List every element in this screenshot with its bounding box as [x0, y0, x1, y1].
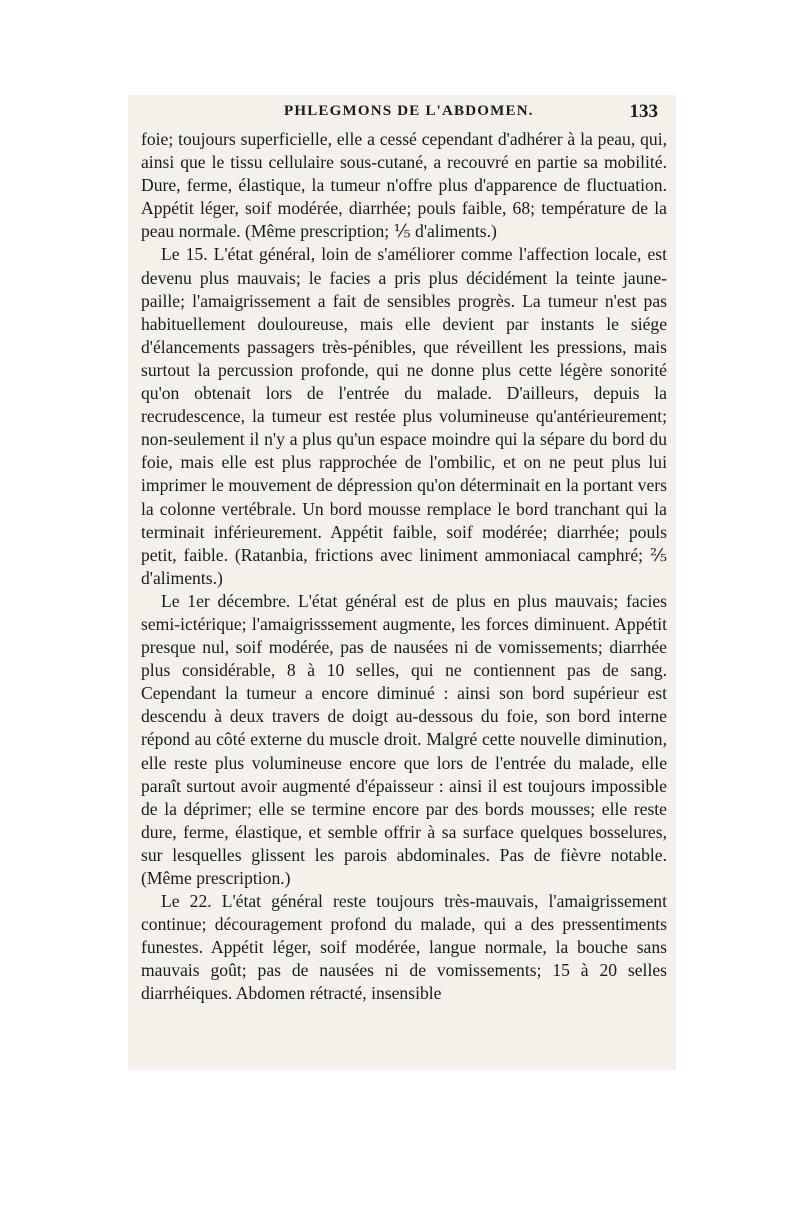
page-number: 133: [629, 101, 658, 122]
paragraph: foie; toujours superficielle, elle a cessé cependant d'adhérer à la peau, qui, ainsi que le tissu cellulaire sous-cutané, a recouvré en partie sa mobilité. Dure, ferme, élastique, la tumeur n'offre plus d'apparence de fluctuation. Appétit léger, soif modérée, diarrhée; pouls faible, 68; température de la peau normale. (Même prescription; ⅕ d'aliments.): [141, 129, 667, 242]
page-header: [138, 103, 658, 129]
body-text: [141, 128, 667, 1006]
paragraph: Le 15. L'état général, loin de s'améliorer comme l'affection locale, est devenu plus mauvais; le facies a pris plus décidément la teinte jaune-paille; l'amaigrissement a fait de sensibles progrès. La tumeur n'est pas habituellement douloureuse, mais elle devient par instants le siége d'élancements passagers très-pénibles, que réveillent les pressions, mais surtout la percussion profonde, qui ne donne plus cette légère sonorité qu'on obtenait lors de l'entrée du malade. D'ailleurs, depuis la recrudescence, la tumeur est restée plus volumineuse qu'antérieurement; non-seulement il n'y a plus qu'un espace moindre qui la sépare du bord du foie, mais elle est plus rapprochée de l'ombilic, et on ne peut plus lui imprimer le mouvement de dépression qu'on déterminait en la portant vers la colonne vertébrale. Un bord mousse remplace le bord tranchant qui la terminait inférieurement. Appétit faible, soif modérée; diarrhée; pouls petit, faible. (Ratanbia, frictions avec liniment ammoniacal camphré; ⅖ d'aliments.): [141, 244, 667, 588]
paragraph: Le 22. L'état général reste toujours très-mauvais, l'amaigrissement continue; découragement profond du malade, qui a des pressentiments funestes. Appétit léger, soif modérée, langue normale, la bouche sans mauvais goût; pas de nausées ni de vomissements; 15 à 20 selles diarrhéiques. Abdomen rétracté, insensible: [141, 891, 667, 1004]
paragraph: Le 1er décembre. L'état général est de plus en plus mauvais; facies semi-ictérique; l'amaigrisssement augmente, les forces diminuent. Appétit presque nul, soif modérée, pas de nausées ni de vomissements; diarrhée plus considérable, 8 à 10 selles, qui ne contiennent pas de sang. Cependant la tumeur a encore diminué : ainsi son bord supérieur est descendu à deux travers de doigt au-dessous du foie, son bord interne répond au côté externe du muscle droit. Malgré cette nouvelle diminution, elle reste plus volumineuse encore que lors de l'entrée du malade, elle paraît surtout avoir augmenté d'épaisseur : ainsi il est toujours impossible de la déprimer; elle se termine encore par des bords mousses; elle reste dure, ferme, élastique, et semble offrir à sa surface quelques bosselures, sur lesquelles glissent les parois abdominales. Pas de fièvre notable. (Même prescription.): [141, 590, 667, 888]
running-title: PHLEGMONS DE L'ABDOMEN.: [284, 103, 534, 119]
